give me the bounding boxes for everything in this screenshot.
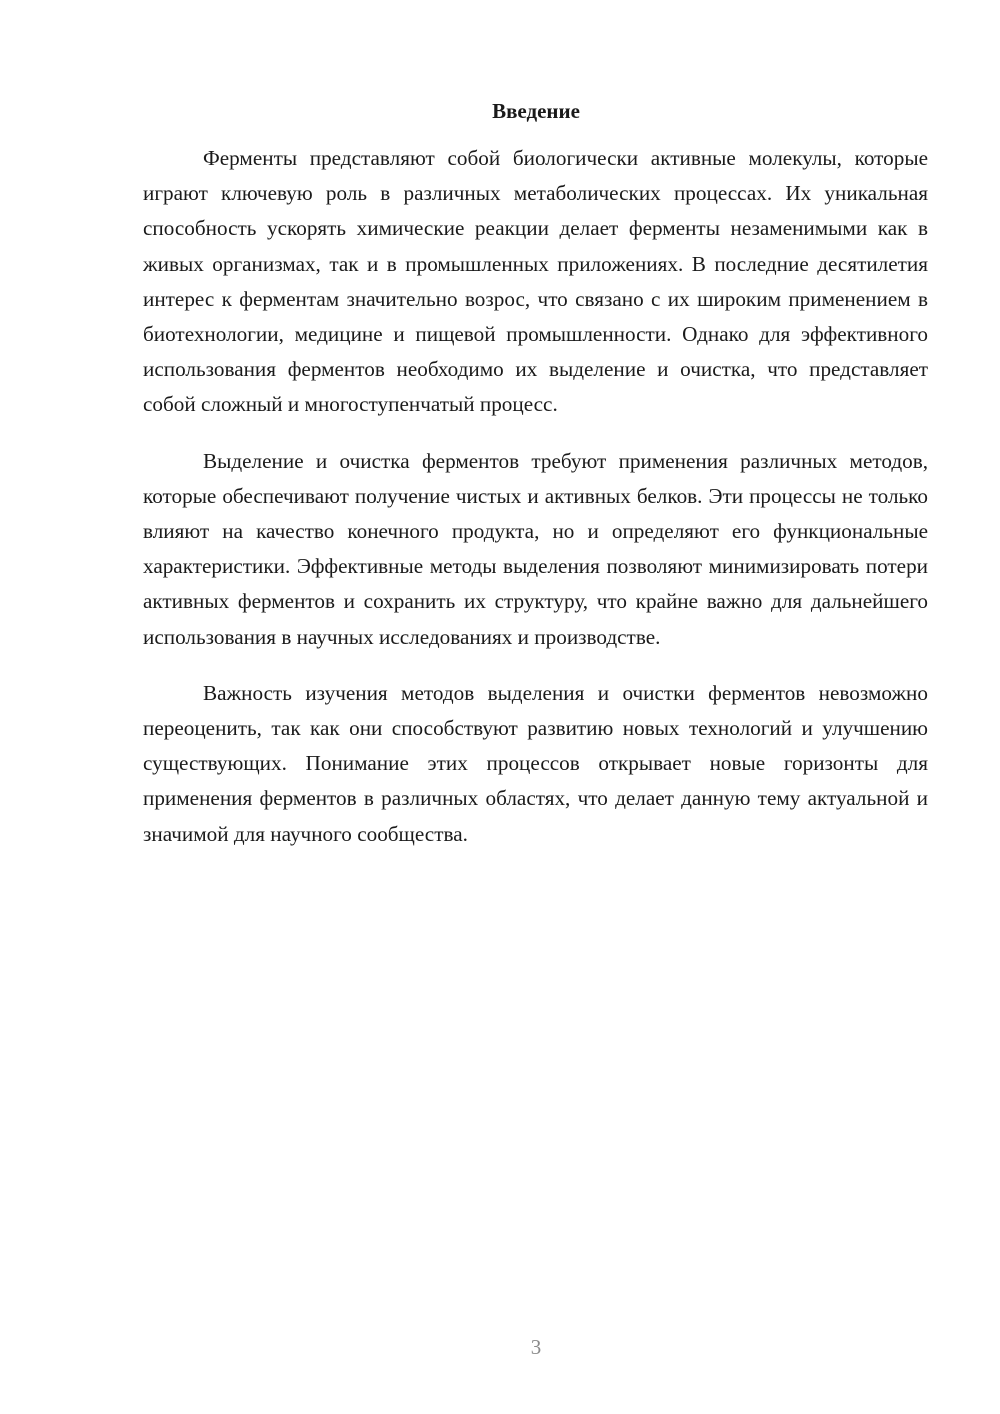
paragraph-2: Выделение и очистка ферментов требуют применения различных методов, которые обеспечивают получение чистых и активных белков. Эти процессы не только влияют на качество конечного продукта, но и определяют его функциональные характеристики. Эффективные методы выделения позволяют минимизировать потери активных ферментов и сохранить их структуру, что крайне важно для дальнейшего использования в научных исследованиях и производстве. — [143, 448, 928, 649]
paragraph-1: Ферменты представляют собой биологически активные молекулы, которые играют ключевую роль в различных метаболических процессах. Их уникальная способность ускорять химические реакции делает ферменты незаменимыми как в живых организмах, так и в промышленных приложениях. В последние десятилетия интерес к ферментам значительно возрос, что связано с их широким применением в биотехнологии, медицине и пищевой промышленности. Однако для эффективного использования ферментов необходимо их выделение и очистка, что представляет собой сложный и многоступенчатый процесс. — [143, 146, 928, 417]
paragraph-3: Важность изучения методов выделения и очистки ферментов невозможно переоценить, так как они способствуют развитию новых технологий и улучшению существующих. Понимание этих процессов открывает новые горизонты для применения ферментов в различных областях, что делает данную тему актуальной и значимой для научного сообщества. — [143, 680, 928, 846]
body-text — [143, 141, 928, 873]
page-title: Введение — [492, 99, 580, 123]
page-number: 3 — [530, 1335, 542, 1359]
